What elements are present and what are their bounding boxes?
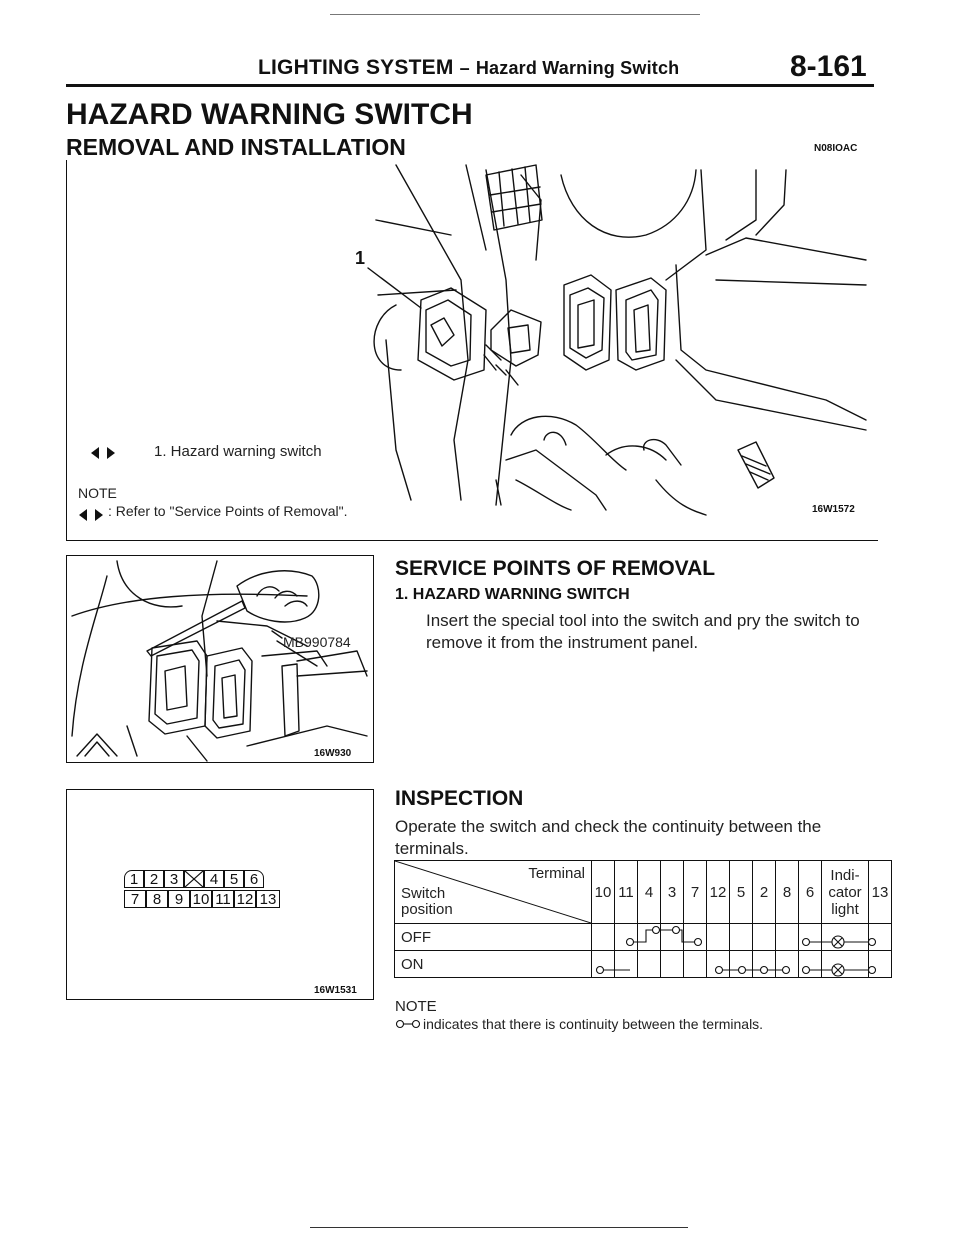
terminal-header: 8 <box>776 861 799 924</box>
connector-terminals <box>124 870 284 912</box>
terminal-13: 13 <box>256 890 280 908</box>
continuity-circle <box>783 967 790 974</box>
corner-switch-label: Switch <box>401 885 446 902</box>
empty-cavity-cross-icon <box>185 871 203 887</box>
doc-code: N08IOAC <box>814 143 858 154</box>
terminal-header: 5 <box>730 861 753 924</box>
terminal-10: 10 <box>190 890 212 908</box>
service-item-title: 1. HAZARD WARNING SWITCH <box>395 586 630 603</box>
page-title: HAZARD WARNING SWITCH <box>66 98 473 131</box>
page-subtitle: REMOVAL AND INSTALLATION <box>66 134 406 160</box>
main-note-label: NOTE <box>78 485 117 501</box>
continuity-circle <box>803 939 810 946</box>
terminal-5: 5 <box>224 870 244 888</box>
position-cell: ON <box>395 951 592 978</box>
removal-arrows-icon <box>90 446 116 460</box>
terminal-empty <box>184 870 204 888</box>
service-text: Insert the special tool into the switch and pry the switch to remove it from the instrument panel. <box>426 611 860 652</box>
inspection-heading: INSPECTION <box>395 787 524 810</box>
header-rule <box>66 84 874 87</box>
terminal-11: 11 <box>212 890 234 908</box>
inspection-text: Operate the switch and check the continuity between the terminals. <box>395 817 822 858</box>
terminal-header: 7 <box>684 861 707 924</box>
terminal-header-indicator: Indi- cator light <box>822 861 869 924</box>
continuity-circle <box>695 939 702 946</box>
terminal-6: 6 <box>244 870 264 888</box>
special-tool-illustration <box>67 556 373 762</box>
continuity-circle <box>653 927 660 934</box>
header-section: LIGHTING SYSTEM <box>258 56 454 79</box>
continuity-circle <box>716 967 723 974</box>
corner-terminal-label: Terminal <box>528 865 585 882</box>
terminal-header: 4 <box>638 861 661 924</box>
continuity-circle <box>803 967 810 974</box>
terminal-1: 1 <box>124 870 144 888</box>
running-header <box>258 56 679 80</box>
legend-item: 1. Hazard warning switch <box>154 443 322 460</box>
top-rule <box>330 14 700 15</box>
main-figure-code: 16W1572 <box>812 504 855 515</box>
terminal-9: 9 <box>168 890 190 908</box>
callout-number: 1 <box>355 248 366 268</box>
terminal-header: 6 <box>799 861 822 924</box>
terminal-header: 2 <box>753 861 776 924</box>
service-points-heading: SERVICE POINTS OF REMOVAL <box>395 557 716 580</box>
continuity-circle <box>597 967 604 974</box>
terminal-8: 8 <box>146 890 168 908</box>
dashboard-illustration <box>66 160 878 541</box>
continuity-symbol-icon <box>395 1018 421 1030</box>
terminal-header: 3 <box>661 861 684 924</box>
terminal-7: 7 <box>124 890 146 908</box>
continuity-marks <box>394 860 878 984</box>
terminal-header: 11 <box>615 861 638 924</box>
tool-figure-code: 16W930 <box>314 748 352 759</box>
position-cell: OFF <box>395 924 592 951</box>
tool-label: MB990784 <box>283 634 351 650</box>
terminal-4: 4 <box>204 870 224 888</box>
terminal-header: 13 <box>869 861 892 924</box>
bottom-rule <box>310 1227 688 1228</box>
inspection-note-label: NOTE <box>395 998 437 1015</box>
continuity-circle <box>869 939 876 946</box>
continuity-circle <box>673 927 680 934</box>
header-subsection: Hazard Warning Switch <box>475 58 680 78</box>
continuity-circle <box>761 967 768 974</box>
terminal-2: 2 <box>144 870 164 888</box>
main-note-text: : Refer to "Service Points of Removal". <box>108 503 348 519</box>
header-separator: – <box>459 58 470 78</box>
terminal-3: 3 <box>164 870 184 888</box>
continuity-circle <box>869 967 876 974</box>
connector-figure-code: 16W1531 <box>314 985 357 996</box>
continuity-circle <box>739 967 746 974</box>
note-arrows-icon <box>78 508 104 522</box>
corner-position-label: position <box>401 901 453 918</box>
page-number: 8-161 <box>790 50 867 83</box>
terminal-header: 10 <box>592 861 615 924</box>
inspection-note-text: indicates that there is continuity between the terminals. <box>423 1016 764 1032</box>
continuity-circle <box>627 939 634 946</box>
terminal-12: 12 <box>234 890 256 908</box>
terminal-header: 12 <box>707 861 730 924</box>
